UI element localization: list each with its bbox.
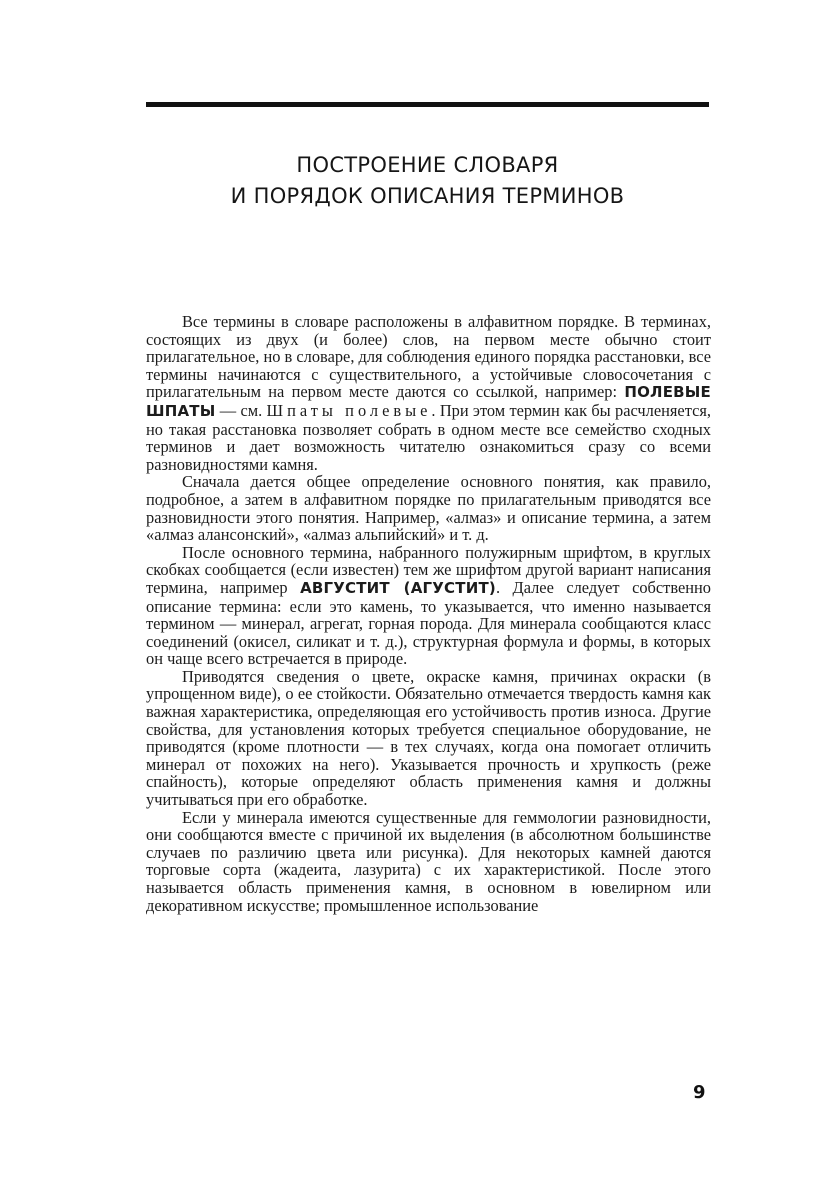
- paragraph-3-text-a: После основного термина, набранного полужирным шрифтом, в круглых скобках сообщается (если известен) тем же шрифтом другой вариант написания термина, например: [146, 542, 711, 597]
- paragraph-1: [146, 313, 711, 473]
- page-number: 9: [693, 1082, 706, 1103]
- bold-term-avgustit: АВГУСТИТ (АГУСТИТ): [300, 578, 496, 597]
- paragraph-3: [146, 544, 711, 668]
- paragraph-3-text-b: . Далее следует собственно описание термина: если это камень, то указывается, что именно называется термином — минерал, агрегат, горная порода. Для минерала сообщаются класс соединений (окисел, силикат и т. д.), структурная формула и формы, в которых он чаще всего встречается в природе.: [146, 577, 711, 669]
- paragraph-1-text-c: . При этом термин как бы расчленяется, но такая расстановка позволяет собрать в одном месте все семейство сходных терминов и дает возможность читателю ознакомиться сразу со всеми разновидностями камня.: [146, 400, 711, 474]
- paragraph-2: Сначала дается общее определение основного понятия, как правило, подробное, а затем в алфавитном порядке по прилагательным приводятся все разновидности этого понятия. Например, «алмаз» и описание термина, а затем «алмаз алансонский», «алмаз альпийский» и т. д.: [146, 472, 711, 545]
- chapter-title-line-2: И ПОРЯДОК ОПИСАНИЯ ТЕРМИНОВ: [230, 184, 625, 208]
- bold-term-polevye-shpaty: ПОЛЕВЫЕ ШПАТЫ: [146, 383, 711, 420]
- paragraph-1-text-b: — см.: [215, 400, 267, 420]
- chapter-title-line-1: ПОСТРОЕНИЕ СЛОВАРЯ: [296, 153, 559, 177]
- spaced-term-shpaty-polevye: Шпаты полевые: [266, 400, 432, 420]
- chapter-title: [146, 150, 709, 212]
- paragraph-1-text-a: Все термины в словаре расположены в алфавитном порядке. В терминах, состоящих из двух (и более) слов, на первом месте обычно стоит прилагательное, но в словаре, для соблюдения единого порядка расстановки, все термины начинаются с существительного, а устойчивые словосочетания с прилагательным на первом месте даются со ссылкой, например:: [146, 312, 712, 402]
- paragraph-5: Если у минерала имеются существенные для геммологии разновидности, они сообщаются вместе с причиной их выделения (в абсолютном большинстве случаев по различию цвета или рисунка). Для некоторых камней даются торговые сорта (жадеита, лазурита) с их характеристикой. После этого называется область применения камня, в основном в ювелирном или декоративном искусстве; промышленное использование: [146, 807, 711, 915]
- top-rule: [146, 102, 709, 107]
- body-text: [146, 313, 711, 914]
- paragraph-4: Приводятся сведения о цвете, окраске камня, причинах окраски (в упрощенном виде), о ее стойкости. Обязательно отмечается твердость камня как важная характеристика, определяющая его устойчивость против износа. Другие свойства, для установления которых требуется специальное оборудование, не приводятся (кроме плотности — в тех случаях, когда она помогает отличить минерал от похожих на него). Указывается прочность и хрупкость (реже спайность), которые определяют область применения камня и должны учитываться при его обработке.: [146, 666, 711, 810]
